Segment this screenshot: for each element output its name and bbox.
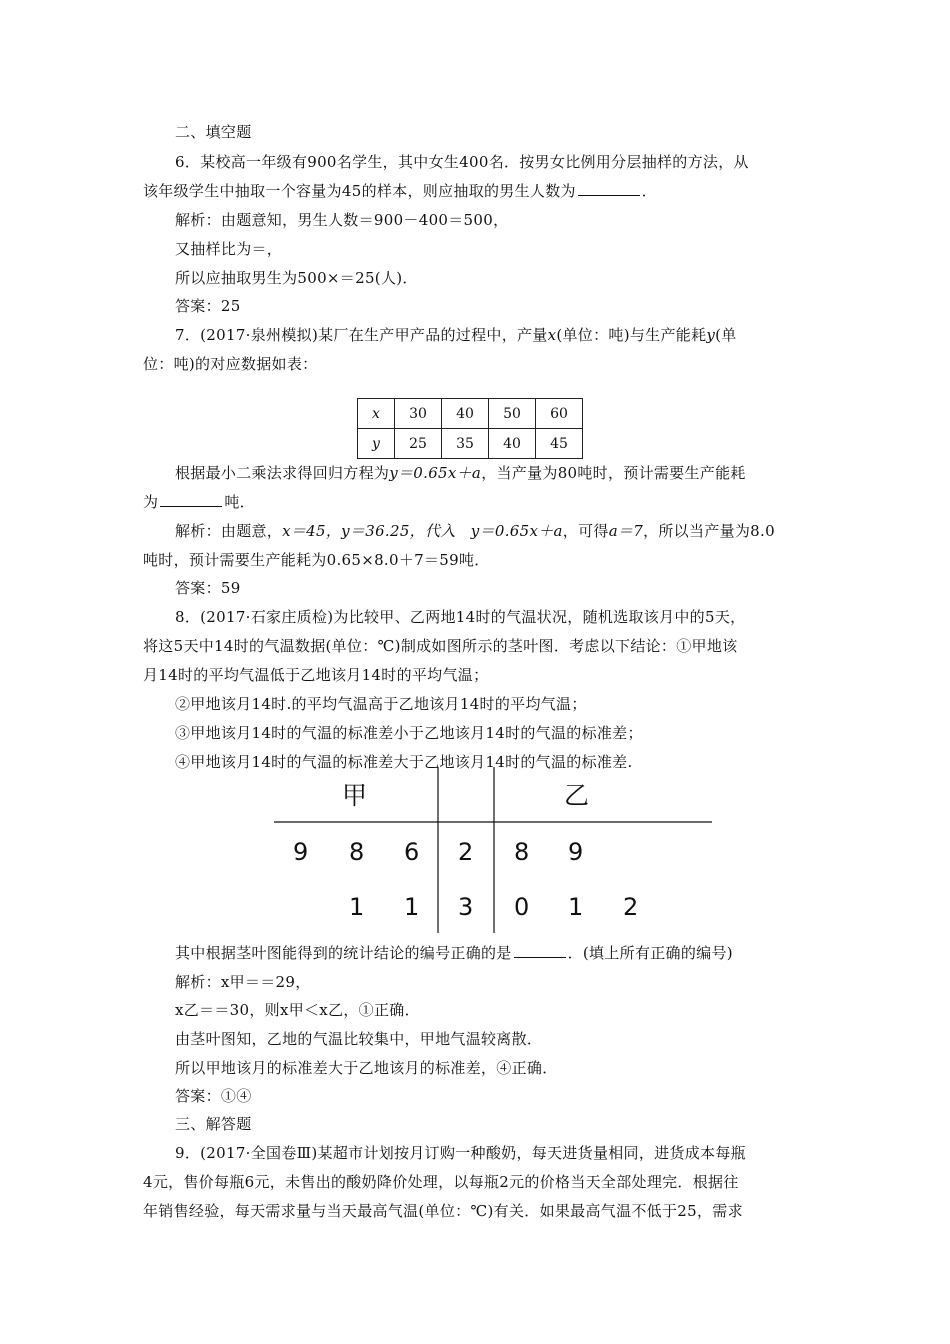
q8-answer: 答案：①④ <box>175 1087 252 1105</box>
table-cell: 35 <box>442 429 489 459</box>
leaf-left: 1 <box>349 893 365 921</box>
q8-option-2: ②甲地该月14时.的平均气温高于乙地该月14时的平均气温； <box>175 695 587 713</box>
q6-answer: 答案：25 <box>175 297 241 315</box>
leaf-left: 8 <box>349 838 365 866</box>
q6-solution-line-3: 所以应抽取男生为500×＝25(人)． <box>175 269 418 287</box>
left-title: 甲 <box>342 781 368 810</box>
q8-text-line-7: 其中根据茎叶图能得到的统计结论的编号正确的是 ．(填上所有正确的编号) <box>175 944 733 962</box>
q6-solution-line-1: 解析：由题意知，男生人数＝900－400＝500， <box>175 211 509 229</box>
section-title-fill-in: 二、填空题 <box>175 123 252 141</box>
q8-text-line-2: 将这5天中14时的气温数据(单位：℃)制成如图所示的茎叶图．考虑以下结论：①甲地该 <box>143 637 738 655</box>
q8-text-line-1: 8．(2017·石家庄质检)为比较甲、乙两地14时的气温状况，随机选取该月中的5天， <box>175 608 746 626</box>
q9-text-line-3: 年销售经验，每天需求量与当天最高气温(单位：℃)有关．如果最高气温不低于25，需求 <box>143 1202 743 1220</box>
table-cell: 30 <box>395 399 442 429</box>
leaf-right: 8 <box>514 838 530 866</box>
q7-text-line-4: 为 吨． <box>143 493 255 511</box>
q8-solution-line-1: 解析：x甲＝＝29， <box>175 973 311 991</box>
table-header-y: y <box>358 429 395 459</box>
q7-text-line-2: 位：吨)的对应数据如表： <box>143 355 318 373</box>
q8-option-3: ③甲地该月14时的气温的标准差小于乙地该月14时的气温的标准差； <box>175 724 643 742</box>
leaf-left: 1 <box>404 893 420 921</box>
q8-solution-line-2: x乙＝＝30，则x甲＜x乙，①正确． <box>175 1001 420 1019</box>
leaf-right: 1 <box>568 893 584 921</box>
table-cell: 60 <box>536 399 583 429</box>
leaf-right: 9 <box>568 838 584 866</box>
q7-solution-line-1: 解析：由题意，x＝45，y＝36.25，代入 y＝0.65x＋a，可得a＝7，所以当产量为8.0 <box>175 522 775 540</box>
table-cell: 45 <box>536 429 583 459</box>
q9-text-line-1: 9．(2017·全国卷Ⅲ)某超市计划按月订购一种酸奶，每天进货量相同，进货成本每瓶 <box>175 1144 746 1162</box>
q7-solution-line-2: 吨时，预计需要生产能耗为0.65×8.0＋7＝59吨． <box>143 551 490 569</box>
q9-text-line-2: 4元，售价每瓶6元，未售出的酸奶降价处理，以每瓶2元的价格当天全部处理完．根据往 <box>143 1173 739 1191</box>
table-cell: 25 <box>395 429 442 459</box>
q6-solution-line-2: 又抽样比为＝， <box>175 240 283 258</box>
leaf-left: 9 <box>293 838 309 866</box>
q7-text-line-3: 根据最小二乘法求得回归方程为y＝0.65x＋a，当产量为80吨时，预计需要生产能耗 <box>175 464 746 482</box>
answer-blank <box>514 943 566 958</box>
leaf-right: 0 <box>514 893 530 921</box>
section-title-solve: 三、解答题 <box>175 1115 252 1133</box>
table-cell: 40 <box>442 399 489 429</box>
q7-answer: 答案：59 <box>175 579 241 597</box>
leaf-left: 6 <box>404 838 420 866</box>
stem-value: 2 <box>458 838 474 866</box>
leaf-right: 2 <box>623 893 639 921</box>
table-cell: 50 <box>489 399 536 429</box>
q6-text-line-1: 6．某校高一年级有900名学生，其中女生400名．按男女比例用分层抽样的方法，从 <box>175 153 749 171</box>
q8-text-line-3: 月14时的平均气温低于乙地该月14时的平均气温； <box>143 666 489 684</box>
table-header-x: x <box>358 399 395 429</box>
right-title: 乙 <box>564 781 590 810</box>
table-cell: 40 <box>489 429 536 459</box>
stem-value: 3 <box>458 893 474 921</box>
q6-text-line-2: 该年级学生中抽取一个容量为45的样本，则应抽取的男生人数为 ． <box>143 182 658 200</box>
q8-solution-line-3: 由茎叶图知，乙地的气温比较集中，甲地气温较离散． <box>175 1030 543 1048</box>
q8-solution-line-4: 所以甲地该月的标准差大于乙地该月的标准差，④正确． <box>175 1059 558 1077</box>
q8-option-4: ④甲地该月14时的气温的标准差大于乙地该月14时的气温的标准差. <box>175 753 633 771</box>
q7-text-line-1: 7．(2017·泉州模拟)某厂在生产甲产品的过程中，产量x(单位：吨)与生产能耗y(单 <box>175 326 737 344</box>
